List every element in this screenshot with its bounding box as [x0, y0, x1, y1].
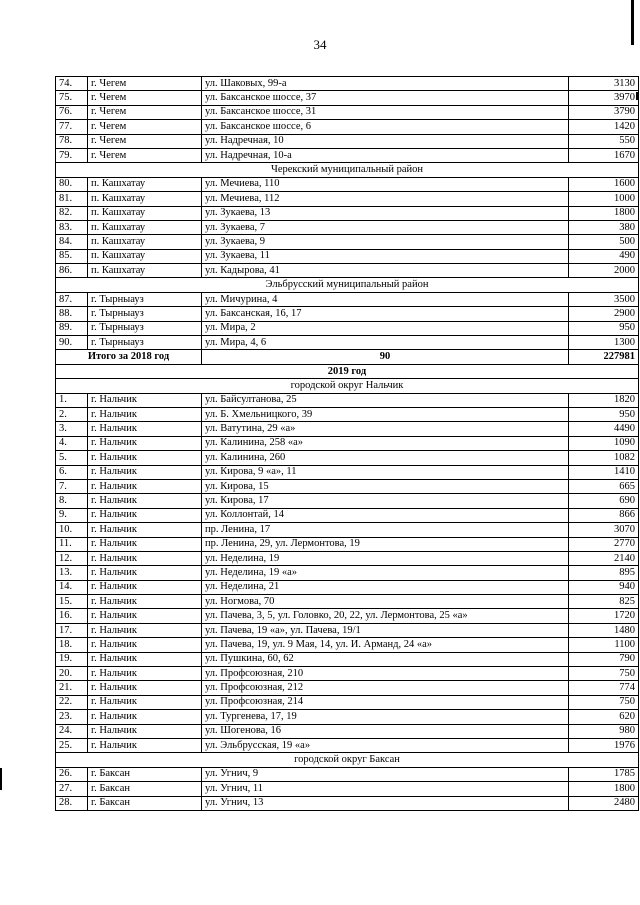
- row-number: 80.: [56, 177, 88, 191]
- table-row: [56, 595, 639, 609]
- district-heading: городской округ Нальчик: [56, 379, 639, 393]
- settlement-cell: г. Баксан: [88, 767, 202, 781]
- settlement-cell: г. Чегем: [88, 120, 202, 134]
- table-row: [56, 479, 639, 493]
- address-cell: ул. Угнич, 13: [202, 796, 569, 810]
- settlement-cell: г. Тырныауз: [88, 321, 202, 335]
- address-cell: ул. Угнич, 9: [202, 767, 569, 781]
- row-number: 2.: [56, 407, 88, 421]
- row-number: 1.: [56, 393, 88, 407]
- registry-table-body: [56, 77, 639, 811]
- settlement-cell: г. Чегем: [88, 77, 202, 91]
- settlement-cell: п. Кашхатау: [88, 192, 202, 206]
- row-number: 90.: [56, 336, 88, 350]
- year-heading: 2019 год: [56, 364, 639, 378]
- address-cell: пр. Ленина, 29, ул. Лермонтова, 19: [202, 537, 569, 551]
- area-cell: 1976: [569, 738, 639, 752]
- settlement-cell: г. Баксан: [88, 782, 202, 796]
- row-number: 75.: [56, 91, 88, 105]
- address-cell: ул. Коллонтай, 14: [202, 508, 569, 522]
- row-number: 87.: [56, 292, 88, 306]
- address-cell: ул. Кирова, 17: [202, 494, 569, 508]
- address-cell: ул. Профсоюзная, 210: [202, 667, 569, 681]
- table-row: [56, 422, 639, 436]
- area-cell: 1100: [569, 638, 639, 652]
- address-cell: ул. Неделина, 19: [202, 551, 569, 565]
- area-cell: 1082: [569, 451, 639, 465]
- settlement-cell: г. Нальчик: [88, 667, 202, 681]
- settlement-cell: п. Кашхатау: [88, 177, 202, 191]
- row-number: 79.: [56, 148, 88, 162]
- total-count: 90: [202, 350, 569, 364]
- area-cell: 774: [569, 681, 639, 695]
- row-number: 15.: [56, 595, 88, 609]
- address-cell: ул. Баксанское шоссе, 31: [202, 105, 569, 119]
- address-cell: ул. Шаковых, 99-а: [202, 77, 569, 91]
- row-number: 6.: [56, 465, 88, 479]
- settlement-cell: г. Нальчик: [88, 537, 202, 551]
- district-heading: городской округ Баксан: [56, 753, 639, 767]
- address-cell: ул. Зукаева, 11: [202, 249, 569, 263]
- settlement-cell: г. Чегем: [88, 105, 202, 119]
- address-cell: ул. Профсоюзная, 214: [202, 695, 569, 709]
- address-cell: ул. Мира, 4, 6: [202, 336, 569, 350]
- address-cell: ул. Мечиева, 110: [202, 177, 569, 191]
- address-cell: ул. Кирова, 9 «а», 11: [202, 465, 569, 479]
- settlement-cell: г. Нальчик: [88, 523, 202, 537]
- district-section-row: [56, 379, 639, 393]
- settlement-cell: п. Кашхатау: [88, 249, 202, 263]
- settlement-cell: г. Нальчик: [88, 738, 202, 752]
- total-label: Итого за 2018 год: [56, 350, 202, 364]
- settlement-cell: г. Нальчик: [88, 436, 202, 450]
- table-row: [56, 465, 639, 479]
- row-number: 88.: [56, 307, 88, 321]
- settlement-cell: г. Нальчик: [88, 465, 202, 479]
- area-cell: 750: [569, 695, 639, 709]
- settlement-cell: г. Нальчик: [88, 451, 202, 465]
- address-cell: ул. Б. Хмельницкого, 39: [202, 407, 569, 421]
- area-cell: 620: [569, 710, 639, 724]
- table-row: [56, 523, 639, 537]
- address-cell: ул. Шогенова, 16: [202, 724, 569, 738]
- row-number: 89.: [56, 321, 88, 335]
- settlement-cell: г. Баксан: [88, 796, 202, 810]
- settlement-cell: г. Нальчик: [88, 595, 202, 609]
- row-number: 5.: [56, 451, 88, 465]
- row-number: 22.: [56, 695, 88, 709]
- table-row: [56, 407, 639, 421]
- address-cell: ул. Пушкина, 60, 62: [202, 652, 569, 666]
- area-cell: 1480: [569, 623, 639, 637]
- address-cell: ул. Кадырова, 41: [202, 264, 569, 278]
- address-cell: ул. Тургенева, 17, 19: [202, 710, 569, 724]
- row-number: 3.: [56, 422, 88, 436]
- row-number: 81.: [56, 192, 88, 206]
- table-row: [56, 796, 639, 810]
- area-cell: 3070: [569, 523, 639, 537]
- area-cell: 750: [569, 667, 639, 681]
- area-cell: 1820: [569, 393, 639, 407]
- area-cell: 950: [569, 321, 639, 335]
- row-number: 74.: [56, 77, 88, 91]
- area-cell: 1420: [569, 120, 639, 134]
- table-row: [56, 767, 639, 781]
- housing-registry-table: [55, 76, 639, 811]
- row-number: 17.: [56, 623, 88, 637]
- table-row: [56, 120, 639, 134]
- area-cell: 825: [569, 595, 639, 609]
- settlement-cell: г. Нальчик: [88, 580, 202, 594]
- row-number: 78.: [56, 134, 88, 148]
- area-cell: 1785: [569, 767, 639, 781]
- row-number: 9.: [56, 508, 88, 522]
- area-cell: 500: [569, 235, 639, 249]
- total-row: [56, 350, 639, 364]
- address-cell: ул. Баксанская, 16, 17: [202, 307, 569, 321]
- address-cell: ул. Неделина, 21: [202, 580, 569, 594]
- settlement-cell: г. Нальчик: [88, 724, 202, 738]
- settlement-cell: п. Кашхатау: [88, 264, 202, 278]
- settlement-cell: г. Нальчик: [88, 479, 202, 493]
- row-number: 76.: [56, 105, 88, 119]
- settlement-cell: г. Тырныауз: [88, 336, 202, 350]
- row-number: 12.: [56, 551, 88, 565]
- settlement-cell: г. Нальчик: [88, 681, 202, 695]
- row-number: 27.: [56, 782, 88, 796]
- area-cell: 1720: [569, 609, 639, 623]
- year-section-row: [56, 364, 639, 378]
- scan-edge-mark-left: [0, 768, 2, 790]
- table-row: [56, 91, 639, 105]
- area-cell: 1000: [569, 192, 639, 206]
- table-row: [56, 508, 639, 522]
- table-row: [56, 710, 639, 724]
- row-number: 20.: [56, 667, 88, 681]
- area-cell: 690: [569, 494, 639, 508]
- row-number: 82.: [56, 206, 88, 220]
- table-row: [56, 134, 639, 148]
- table-row: [56, 551, 639, 565]
- address-cell: ул. Баксанское шоссе, 37: [202, 91, 569, 105]
- address-cell: ул. Мечиева, 112: [202, 192, 569, 206]
- table-row: [56, 436, 639, 450]
- area-cell: 1670: [569, 148, 639, 162]
- row-number: 26.: [56, 767, 88, 781]
- table-row: [56, 148, 639, 162]
- table-row: [56, 105, 639, 119]
- table-row: [56, 77, 639, 91]
- area-cell: 940: [569, 580, 639, 594]
- table-row: [56, 609, 639, 623]
- area-cell: 3500: [569, 292, 639, 306]
- settlement-cell: г. Нальчик: [88, 494, 202, 508]
- table-row: [56, 336, 639, 350]
- row-number: 85.: [56, 249, 88, 263]
- address-cell: ул. Ногмова, 70: [202, 595, 569, 609]
- table-row: [56, 638, 639, 652]
- address-cell: ул. Профсоюзная, 212: [202, 681, 569, 695]
- settlement-cell: п. Кашхатау: [88, 235, 202, 249]
- address-cell: ул. Калинина, 260: [202, 451, 569, 465]
- table-row: [56, 652, 639, 666]
- district-heading: Эльбрусский муниципальный район: [56, 278, 639, 292]
- settlement-cell: п. Кашхатау: [88, 220, 202, 234]
- row-number: 19.: [56, 652, 88, 666]
- table-row: [56, 206, 639, 220]
- table-row: [56, 321, 639, 335]
- address-cell: ул. Калинина, 258 «а»: [202, 436, 569, 450]
- address-cell: пр. Ленина, 17: [202, 523, 569, 537]
- area-cell: 2480: [569, 796, 639, 810]
- address-cell: ул. Надречная, 10: [202, 134, 569, 148]
- address-cell: ул. Ватутина, 29 «а»: [202, 422, 569, 436]
- table-row: [56, 667, 639, 681]
- address-cell: ул. Мира, 2: [202, 321, 569, 335]
- table-row: [56, 307, 639, 321]
- table-row: [56, 451, 639, 465]
- settlement-cell: г. Тырныауз: [88, 307, 202, 321]
- area-cell: 980: [569, 724, 639, 738]
- settlement-cell: п. Кашхатау: [88, 206, 202, 220]
- address-cell: ул. Зукаева, 9: [202, 235, 569, 249]
- row-number: 25.: [56, 738, 88, 752]
- table-row: [56, 393, 639, 407]
- settlement-cell: г. Чегем: [88, 134, 202, 148]
- row-number: 10.: [56, 523, 88, 537]
- row-number: 18.: [56, 638, 88, 652]
- address-cell: ул. Пачева, 3, 5, ул. Головко, 20, 22, ул. Лермонтова, 25 «а»: [202, 609, 569, 623]
- total-area: 227981: [569, 350, 639, 364]
- settlement-cell: г. Тырныауз: [88, 292, 202, 306]
- district-section-row: [56, 753, 639, 767]
- settlement-cell: г. Нальчик: [88, 710, 202, 724]
- settlement-cell: г. Нальчик: [88, 566, 202, 580]
- address-cell: ул. Баксанское шоссе, 6: [202, 120, 569, 134]
- scan-edge-mark-top: [631, 0, 634, 45]
- area-cell: 490: [569, 249, 639, 263]
- settlement-cell: г. Нальчик: [88, 551, 202, 565]
- table-row: [56, 177, 639, 191]
- table-row: [56, 192, 639, 206]
- row-number: 86.: [56, 264, 88, 278]
- settlement-cell: г. Нальчик: [88, 652, 202, 666]
- area-cell: 1800: [569, 782, 639, 796]
- address-cell: ул. Зукаева, 13: [202, 206, 569, 220]
- address-cell: ул. Мичурина, 4: [202, 292, 569, 306]
- area-cell: 380: [569, 220, 639, 234]
- row-number: 4.: [56, 436, 88, 450]
- address-cell: ул. Неделина, 19 «а»: [202, 566, 569, 580]
- table-row: [56, 537, 639, 551]
- address-cell: ул. Кирова, 15: [202, 479, 569, 493]
- row-number: 13.: [56, 566, 88, 580]
- district-section-row: [56, 163, 639, 177]
- row-number: 7.: [56, 479, 88, 493]
- table-row: [56, 264, 639, 278]
- address-cell: ул. Байсултанова, 25: [202, 393, 569, 407]
- area-cell: 665: [569, 479, 639, 493]
- address-cell: ул. Пачева, 19, ул. 9 Мая, 14, ул. И. Арманд, 24 «а»: [202, 638, 569, 652]
- address-cell: ул. Угнич, 11: [202, 782, 569, 796]
- table-row: [56, 235, 639, 249]
- area-cell: 866: [569, 508, 639, 522]
- table-row: [56, 292, 639, 306]
- area-cell: 4490: [569, 422, 639, 436]
- area-cell: 3790: [569, 105, 639, 119]
- area-cell: 2140: [569, 551, 639, 565]
- area-cell: 790: [569, 652, 639, 666]
- table-row: [56, 623, 639, 637]
- settlement-cell: г. Нальчик: [88, 695, 202, 709]
- district-section-row: [56, 278, 639, 292]
- address-cell: ул. Пачева, 19 «а», ул. Пачева, 19/1: [202, 623, 569, 637]
- table-row: [56, 220, 639, 234]
- area-cell: 550: [569, 134, 639, 148]
- area-cell: 1300: [569, 336, 639, 350]
- area-cell: 3970: [569, 91, 639, 105]
- address-cell: ул. Зукаева, 7: [202, 220, 569, 234]
- area-cell: 1410: [569, 465, 639, 479]
- area-cell: 1090: [569, 436, 639, 450]
- row-number: 83.: [56, 220, 88, 234]
- settlement-cell: г. Чегем: [88, 91, 202, 105]
- settlement-cell: г. Нальчик: [88, 623, 202, 637]
- row-number: 14.: [56, 580, 88, 594]
- row-number: 77.: [56, 120, 88, 134]
- area-cell: 895: [569, 566, 639, 580]
- row-number: 23.: [56, 710, 88, 724]
- settlement-cell: г. Чегем: [88, 148, 202, 162]
- table-row: [56, 249, 639, 263]
- row-number: 21.: [56, 681, 88, 695]
- table-row: [56, 494, 639, 508]
- table-row: [56, 724, 639, 738]
- settlement-cell: г. Нальчик: [88, 407, 202, 421]
- page-number: 34: [313, 37, 327, 52]
- row-number: 16.: [56, 609, 88, 623]
- row-number: 28.: [56, 796, 88, 810]
- area-cell: 3130: [569, 77, 639, 91]
- area-cell: 1800: [569, 206, 639, 220]
- settlement-cell: г. Нальчик: [88, 393, 202, 407]
- table-row: [56, 782, 639, 796]
- settlement-cell: г. Нальчик: [88, 508, 202, 522]
- table-row: [56, 580, 639, 594]
- row-number: 24.: [56, 724, 88, 738]
- table-row: [56, 738, 639, 752]
- table-row: [56, 695, 639, 709]
- table-row: [56, 681, 639, 695]
- table-row: [56, 566, 639, 580]
- address-cell: ул. Эльбрусская, 19 «а»: [202, 738, 569, 752]
- area-cell: 2900: [569, 307, 639, 321]
- area-cell: 1600: [569, 177, 639, 191]
- settlement-cell: г. Нальчик: [88, 609, 202, 623]
- row-number: 11.: [56, 537, 88, 551]
- row-number: 8.: [56, 494, 88, 508]
- settlement-cell: г. Нальчик: [88, 422, 202, 436]
- area-cell: 950: [569, 407, 639, 421]
- district-heading: Черекский муниципальный район: [56, 163, 639, 177]
- area-cell: 2770: [569, 537, 639, 551]
- area-cell: 2000: [569, 264, 639, 278]
- address-cell: ул. Надречная, 10-а: [202, 148, 569, 162]
- row-number: 84.: [56, 235, 88, 249]
- settlement-cell: г. Нальчик: [88, 638, 202, 652]
